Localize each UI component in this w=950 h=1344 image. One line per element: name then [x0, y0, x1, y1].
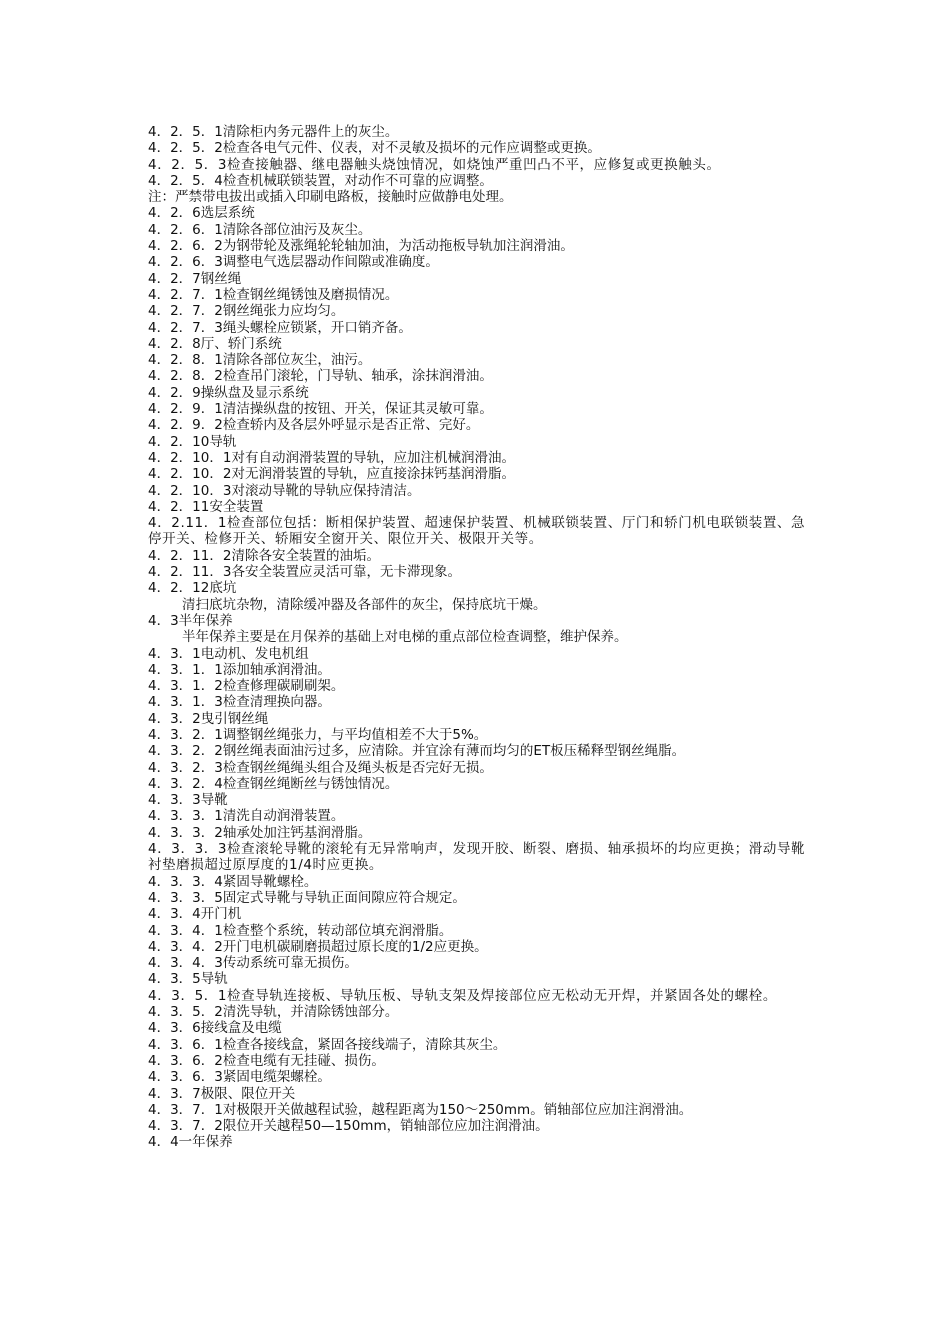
text-line: 4．2．5．3检查接触器、继电器触头烧蚀情况，如烧蚀严重凹凸不平，应修复或更换触头。 [148, 156, 721, 173]
text-line: 4．3半年保养 [148, 612, 233, 629]
text-line: 4．3．1．3检查清理换向器。 [148, 694, 331, 711]
text-line: 4．3．2．1调整钢丝绳张力，与平均值相差不大于5%。 [148, 726, 488, 743]
text-line: 4．2．7．3绳头螺栓应锁紧，开口销齐备。 [148, 319, 412, 336]
text-line: 4．3．2．2钢丝绳表面油污过多，应清除。并宜涂有薄而均匀的ET板压稀释型钢丝绳脂。 [148, 743, 686, 760]
text-line: 4．3．5．2清洗导轨，并清除锈蚀部分。 [148, 1004, 399, 1021]
text-line: 4．3．5．1检查导轨连接板、导轨压板、导轨支架及焊接部位应无松动无开焊，并紧固各处的螺栓。 [148, 987, 777, 1004]
text-line: 半年保养主要是在月保养的基础上对电梯的重点部位检查调整，维护保养。 [182, 629, 628, 646]
text-line: 4．2．10导轨 [148, 433, 237, 450]
text-line: 4．2．5．4检查机械联锁装置，对动作不可靠的应调整。 [148, 172, 493, 189]
text-line: 4．3．2曳引钢丝绳 [148, 710, 269, 727]
text-line: 4．3．3．2轴承处加注钙基润滑脂。 [148, 824, 372, 841]
text-line: 4．3．6．2检查电缆有无挂碰、损伤。 [148, 1052, 385, 1069]
text-line: 4．2．8厅、轿门系统 [148, 335, 282, 352]
text-line: 4．3．3导靴 [148, 792, 228, 809]
text-line: 4．3．2．4检查钢丝绳断丝与锈蚀情况。 [148, 775, 399, 792]
text-line: 4．2．10．3对滚动导靴的导轨应保持清洁。 [148, 482, 421, 499]
text-line: 4．3．7．1对极限开关做越程试验，越程距离为150～250mm。销轴部位应加注润滑油。 [148, 1101, 693, 1118]
text-line: 4．3．6．1检查各接线盒，紧固各接线端子，清除其灰尘。 [148, 1036, 507, 1053]
text-line: 4．3．1．2检查修理碳刷刷架。 [148, 678, 345, 695]
text-line: 4．3．5导轨 [148, 971, 228, 988]
text-line: 4．3．3．5固定式导靴与导轨正面间隙应符合规定。 [148, 889, 466, 906]
text-line: 4．2．9．1清洁操纵盘的按钮、开关，保证其灵敏可靠。 [148, 401, 493, 418]
text-line: 4．2．10．1对有自动润滑装置的导轨，应加注机械润滑油。 [148, 449, 515, 466]
text-line: 4．2．12底坑 [148, 580, 237, 597]
text-line: 4．2.11．1检查部位包括：断相保护装置、超速保护装置、机械联锁装置、厅门和轿门机电联锁装置、急停开关、检修开关、轿厢安全窗开关、限位开关、极限开关等。 [148, 515, 806, 548]
text-line: 4．2．10．2对无润滑装置的导轨，应直接涂抹钙基润滑脂。 [148, 466, 515, 483]
text-line: 4．2．11．3各安全装置应灵活可靠，无卡滞现象。 [148, 564, 461, 581]
text-line: 4．2．9．2检查轿内及各层外呼显示是否正常、完好。 [148, 417, 480, 434]
text-line: 4．3．4．3传动系统可靠无损伤。 [148, 955, 358, 972]
text-line: 4．3．1电动机、发电机组 [148, 645, 309, 662]
text-line: 4．2．6．2为钢带轮及涨绳轮轮轴加油，为活动拖板导轨加注润滑油。 [148, 238, 574, 255]
text-line: 4．2．11．2清除各安全装置的油垢。 [148, 547, 380, 564]
text-line: 4．4一年保养 [148, 1134, 233, 1151]
text-line: 4．3．6接线盒及电缆 [148, 1020, 282, 1037]
text-line: 4．3．3．4紧固导靴螺栓。 [148, 873, 318, 890]
text-line: 4．2．8．1清除各部位灰尘，油污。 [148, 352, 372, 369]
text-line: 4．3．4．2开门电机碳刷磨损超过原长度的1/2应更换。 [148, 938, 488, 955]
text-line: 清扫底坑杂物，清除缓冲器及各部件的灰尘，保持底坑干燥。 [182, 596, 547, 613]
text-line: 4．3．7．2限位开关越程50—150mm，销轴部位应加注润滑油。 [148, 1118, 549, 1135]
text-line: 4．3．7极限、限位开关 [148, 1085, 296, 1102]
text-line: 4．2．11安全装置 [148, 498, 264, 515]
text-line: 4．2．8．2检查吊门滚轮，门导轨、轴承，涂抹润滑油。 [148, 368, 493, 385]
text-line: 4．3．1．1添加轴承润滑油。 [148, 661, 331, 678]
text-line: 4．3．3．3检查滚轮导靴的滚轮有无异常响声，发现开胶、断裂、磨损、轴承损坏的均应更换；滑动导靴衬垫磨损超过原厚度的1/4时应更换。 [148, 841, 806, 874]
text-line: 4．2．6．1清除各部位油污及灰尘。 [148, 221, 372, 238]
text-line: 4．2．6．3调整电气选层器动作间隙或准确度。 [148, 254, 439, 271]
text-line: 4．3．4．1检查整个系统，转动部位填充润滑脂。 [148, 922, 453, 939]
text-line: 4．3．6．3紧固电缆架螺栓。 [148, 1069, 331, 1086]
text-line: 4．3．2．3检查钢丝绳绳头组合及绳头板是否完好无损。 [148, 759, 493, 776]
text-line: 4．2．5．1清除柜内务元器件上的灰尘。 [148, 124, 399, 140]
document-body [148, 124, 808, 1151]
text-line: 4．2．5．2检查各电气元件、仪表，对不灵敏及损坏的元作应调整或更换。 [148, 140, 601, 157]
text-line: 注：严禁带电拔出或插入印刷电路板，接触时应做静电处理。 [148, 189, 513, 206]
text-line: 4．3．4开门机 [148, 906, 242, 923]
text-line: 4．2．7钢丝绳 [148, 270, 242, 287]
text-line: 4．3．3．1清洗自动润滑装置。 [148, 808, 345, 825]
text-line: 4．2．7．1检查钢丝绳锈蚀及磨损情况。 [148, 286, 399, 303]
text-line: 4．2．6选层系统 [148, 205, 255, 222]
text-line: 4．2．9操纵盘及显示系统 [148, 384, 309, 401]
text-line: 4．2．7．2钢丝绳张力应均匀。 [148, 303, 345, 320]
